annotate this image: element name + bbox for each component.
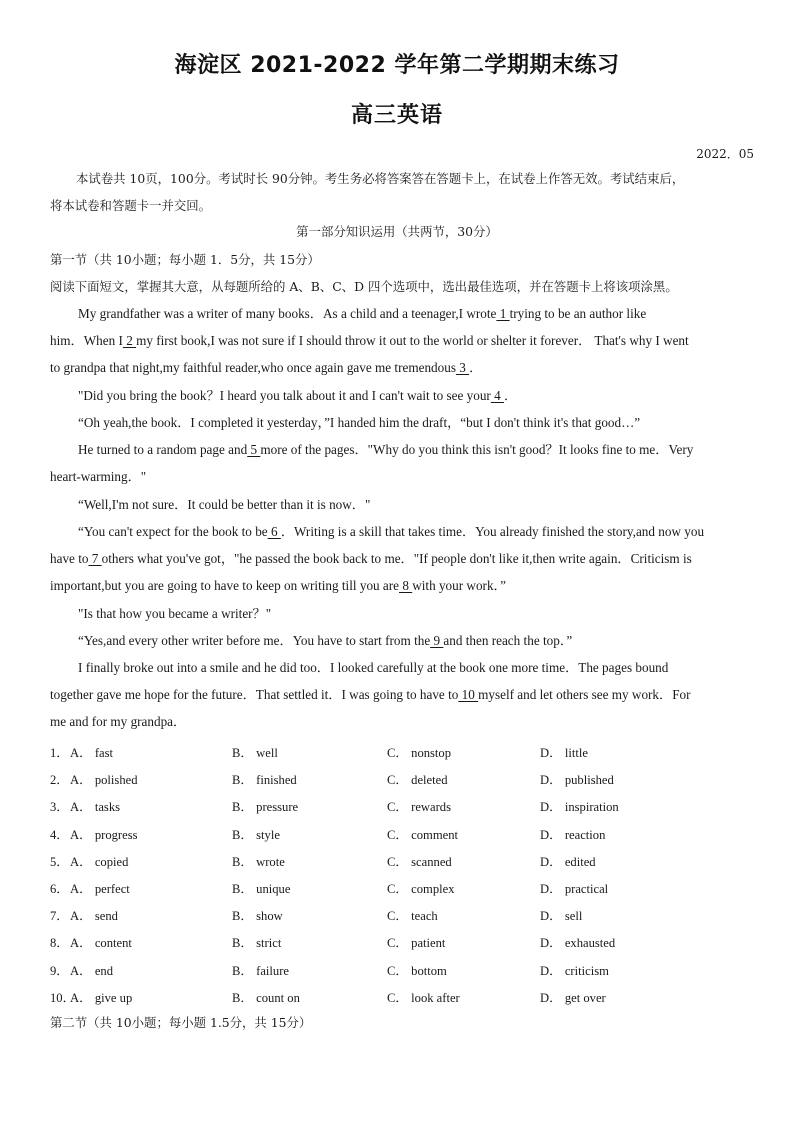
option-b: B． failure	[232, 963, 290, 978]
option-c: C． rewards	[387, 800, 452, 815]
blank-3: 3	[455, 360, 470, 375]
question-number: 9．	[50, 963, 69, 978]
option-a: A． fast	[70, 746, 114, 760]
option-c: C． patient	[387, 936, 446, 951]
question-number: 8．	[50, 936, 69, 951]
option-row	[50, 851, 770, 867]
passage-line	[50, 551, 760, 567]
passage-line	[50, 360, 760, 376]
option-a: A． content	[70, 936, 132, 951]
blank-1: 1	[496, 306, 510, 321]
passage-line	[78, 633, 788, 649]
option-row	[50, 932, 770, 951]
option-b: B． style	[232, 827, 280, 842]
option-c: C． nonstop	[387, 746, 452, 760]
passage-text: ．	[504, 388, 518, 403]
option-d: D． exhausted	[540, 936, 616, 951]
blank-5: 5	[247, 442, 261, 457]
option-a: A． perfect	[70, 882, 130, 896]
option-a: A． end	[70, 963, 114, 978]
option-b: B． wrote	[232, 854, 285, 869]
option-d: D． inspiration	[540, 800, 619, 815]
passage-text: more of the pages．"Why do you think this isn't good？It looks fine to me．Very	[260, 442, 694, 457]
passage-line: heart-warming．"	[50, 469, 147, 484]
passage-text: to grandpa that night,my faithful reader,who once again gave me tremendous	[50, 360, 456, 375]
passage-line	[78, 306, 788, 322]
passage-text: "Did you bring the book？I heard you talk about it and I can't wait to see your	[78, 388, 491, 403]
passage-line: "Is that how you became a writer？"	[78, 606, 272, 621]
section1-heading: 第一节（共 10小题；每小题 1．5分，共 15分）	[50, 252, 320, 267]
option-row	[50, 742, 770, 758]
passage-text: My grandfather was a writer of many books．As a child and a teenager,I wrote	[78, 306, 497, 321]
option-row	[50, 824, 770, 840]
section1-instruction: 阅读下面短文，掌握其大意，从每题所给的 A、B、C、D 四个选项中，选出最佳选项，并在答题卡上将该项涂黑。	[50, 279, 678, 294]
option-row	[50, 796, 770, 815]
option-c: C． comment	[387, 827, 459, 842]
question-number: 2．	[50, 773, 69, 788]
passage-text: ．	[469, 360, 483, 375]
passage-line: I finally broke out into a smile and he did too．I looked carefully at the book one more time．The pages bound	[78, 660, 669, 675]
passage-line	[78, 388, 788, 404]
passage-text: with your work．”	[412, 578, 506, 593]
section2-heading: 第二节（共 10小题；每小题 1.5分，共 15分）	[50, 1015, 312, 1030]
option-c: C． scanned	[387, 854, 452, 869]
blank-10: 10	[458, 687, 479, 702]
exam-subtitle: 高三英语	[350, 103, 443, 128]
blank-7: 7	[88, 551, 102, 566]
option-b: B． count on	[232, 990, 300, 1005]
question-number: 4．	[50, 827, 69, 842]
passage-text: have to	[50, 551, 89, 566]
option-a: A． progress	[70, 827, 138, 842]
passage-text: and then reach the top．”	[443, 633, 573, 648]
option-c: C． look after	[387, 990, 460, 1005]
option-a: A． send	[70, 909, 118, 924]
option-b: B． finished	[232, 773, 297, 788]
passage-line	[50, 578, 760, 594]
passage-line	[78, 524, 788, 540]
question-number: 7．	[50, 909, 69, 924]
option-d: D． practical	[540, 882, 609, 896]
passage-text: together gave me hope for the future．That settled it．I was going to have to	[50, 687, 459, 702]
passage-line: me and for my grandpa．	[50, 714, 187, 729]
option-a: A． give up	[70, 990, 133, 1005]
question-number: 10．	[50, 990, 76, 1005]
option-a: A． polished	[70, 773, 138, 788]
option-c: C． bottom	[387, 963, 447, 978]
option-a: A． tasks	[70, 800, 121, 815]
option-row	[50, 905, 770, 924]
option-b: B． unique	[232, 882, 291, 896]
option-b: B． show	[232, 909, 283, 924]
question-number: 6．	[50, 882, 69, 896]
option-d: D． reaction	[540, 827, 606, 842]
blank-9: 9	[430, 633, 444, 648]
intro-line-2: 将本试卷和答题卡一并交回。	[50, 198, 212, 213]
option-c: C． deleted	[387, 773, 448, 788]
question-number: 5．	[50, 854, 69, 869]
option-b: B． strict	[232, 936, 282, 951]
option-c: C． complex	[387, 882, 455, 896]
passage-text: ．Writing is a skill that takes time．You already finished the story,and now you	[280, 524, 705, 539]
exam-title: 海淀区 2021-2022 学年第二学期期末练习	[174, 53, 620, 78]
option-d: D． sell	[540, 909, 583, 924]
intro-line-1: 本试卷共 10页，100分。考试时长 90分钟。考生务必将答案答在答题卡上，在试卷上作答无效。考试结束后，	[76, 171, 685, 186]
passage-text: him．When I	[50, 333, 123, 348]
option-row	[50, 769, 770, 788]
passage-line: “Oh yeah,the book．I completed it yesterday，”I handed him the draft，“but I don't think it's that good…”	[78, 415, 641, 430]
passage-line: “Well,I'm not sure．It could be better than it is now．"	[78, 497, 371, 512]
option-c: C． teach	[387, 909, 438, 924]
passage-line	[50, 333, 760, 349]
passage-line	[50, 687, 760, 703]
passage-text: others what you've got，"he passed the book back to me．"If people don't like it,then write again．Criticism is	[101, 551, 692, 566]
passage-text: my first book,I was not sure if I should throw it out to the world or shelter it forever． That's why I went	[136, 333, 689, 348]
option-b: B． pressure	[232, 800, 299, 815]
option-d: D． criticism	[540, 963, 609, 978]
passage-text: important,but you are going to have to keep on writing till you are	[50, 578, 400, 593]
question-number: 1．	[50, 746, 69, 760]
option-row	[50, 960, 770, 976]
option-d: D． edited	[540, 854, 596, 869]
option-b: B． well	[232, 746, 278, 760]
option-d: D． get over	[540, 990, 606, 1005]
option-row	[50, 987, 770, 1003]
part1-heading: 第一部分知识运用（共两节，30分）	[296, 224, 498, 239]
passage-text: He turned to a random page and	[78, 442, 248, 457]
option-d: D． published	[540, 773, 614, 788]
option-d: D． little	[540, 746, 588, 760]
passage-text: “Yes,and every other writer before me．You have to start from the	[78, 633, 431, 648]
option-a: A． copied	[70, 854, 129, 869]
blank-4: 4	[490, 388, 504, 403]
blank-8: 8	[399, 578, 413, 593]
blank-6: 6	[267, 524, 281, 539]
passage-line	[78, 442, 788, 458]
passage-text: trying to be an author like	[509, 306, 647, 321]
exam-date: 2022．05	[696, 147, 754, 161]
blank-2: 2	[122, 333, 137, 348]
question-number: 3．	[50, 800, 69, 815]
passage-text: “You can't expect for the book to be	[78, 524, 268, 539]
option-row	[50, 878, 770, 894]
passage-text: myself and let others see my work．For	[478, 687, 691, 702]
